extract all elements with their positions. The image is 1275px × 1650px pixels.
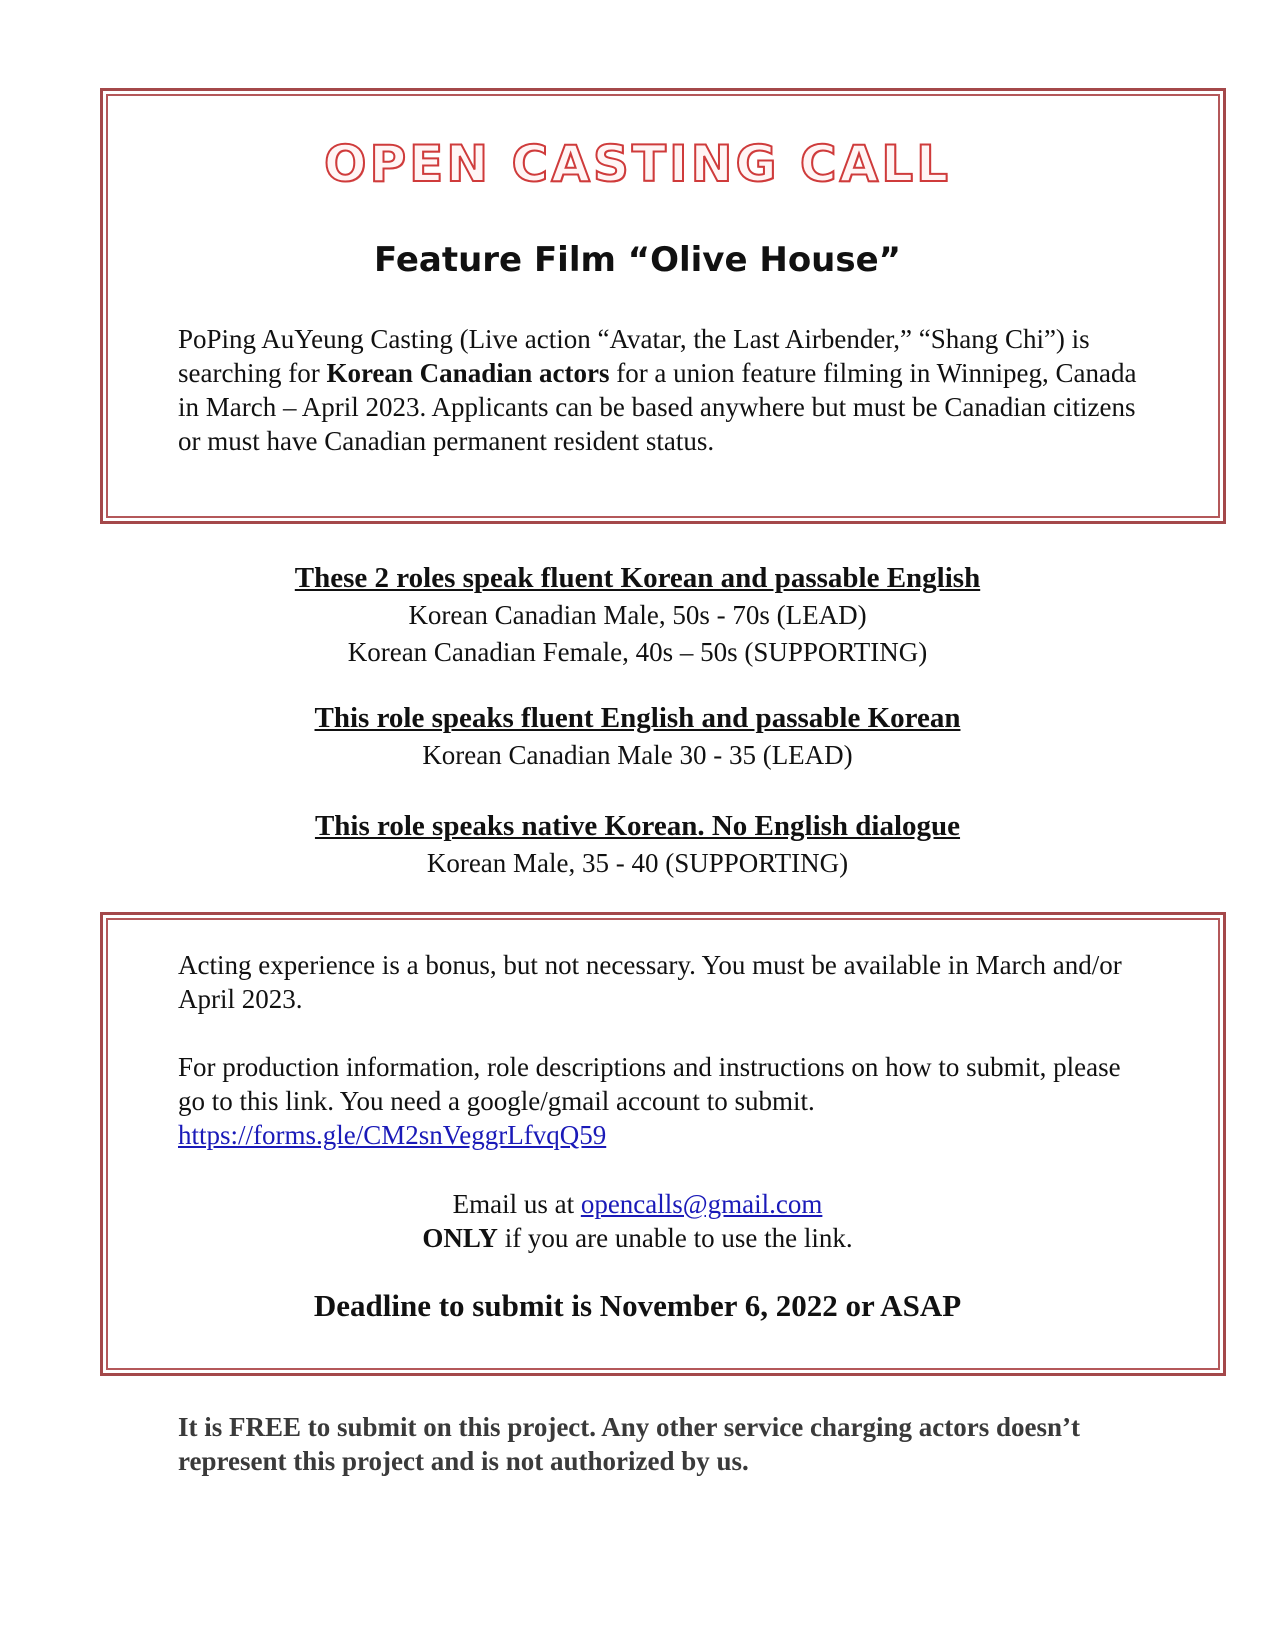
role-line: Korean Canadian Male 30 - 35 (LEAD)	[422, 740, 853, 770]
page-title: OPEN CASTING CALL	[323, 135, 952, 193]
email-block	[0, 1187, 1275, 1255]
role-line: Korean Male, 35 - 40 (SUPPORTING)	[426, 848, 849, 878]
role-group-heading: This role speaks native Korean. No English dialogue	[314, 810, 961, 842]
free-notice: It is FREE to submit on this project. Any other service charging actors doesn’t represent this project and is not authorized by us.	[178, 1412, 1080, 1476]
intro-text-1: PoPing AuYeung Casting (Live action “Avatar, the Last Airbender,” “Shang Chi”) is searching for	[178, 324, 1090, 388]
only-bold: ONLY	[422, 1223, 498, 1253]
film-title: Feature Film “Olive House”	[373, 240, 902, 280]
role-group-2	[0, 700, 1275, 774]
role-line: Korean Canadian Male, 50s - 70s (LEAD)	[408, 600, 867, 630]
info-text: For production information, role descriptions and instructions on how to submit, please go to this link. You need a google/gmail account to submit.	[178, 1052, 1121, 1116]
email-prefix: Email us at	[452, 1189, 581, 1219]
only-rest: if you are unable to use the link.	[497, 1223, 853, 1253]
info-paragraph	[178, 1050, 1138, 1152]
deadline-text: Deadline to submit is November 6, 2022 or ASAP	[313, 1288, 962, 1323]
email-link[interactable]: opencalls@gmail.com	[580, 1189, 823, 1219]
experience-paragraph: Acting experience is a bonus, but not necessary. You must be available in March and/or April 2023.	[178, 950, 1122, 1014]
role-line: Korean Canadian Female, 40s – 50s (SUPPORTING)	[347, 637, 928, 667]
role-group-heading: This role speaks fluent English and passable Korean	[314, 702, 961, 734]
role-group-1	[0, 560, 1275, 671]
role-group-3	[0, 808, 1275, 882]
intro-bold: Korean Canadian actors	[326, 358, 610, 388]
submission-form-link[interactable]: https://forms.gle/CM2snVeggrLfvqQ59	[178, 1120, 607, 1150]
intro-text-2: for a union feature filming in Winnipeg, Canada in March – April 2023. Applicants can be based anywhere but must be Canadian citizens or must have Canadian permanent resident status.	[178, 358, 1137, 456]
intro-paragraph	[178, 322, 1138, 458]
role-group-heading: These 2 roles speak fluent Korean and passable English	[294, 562, 981, 594]
